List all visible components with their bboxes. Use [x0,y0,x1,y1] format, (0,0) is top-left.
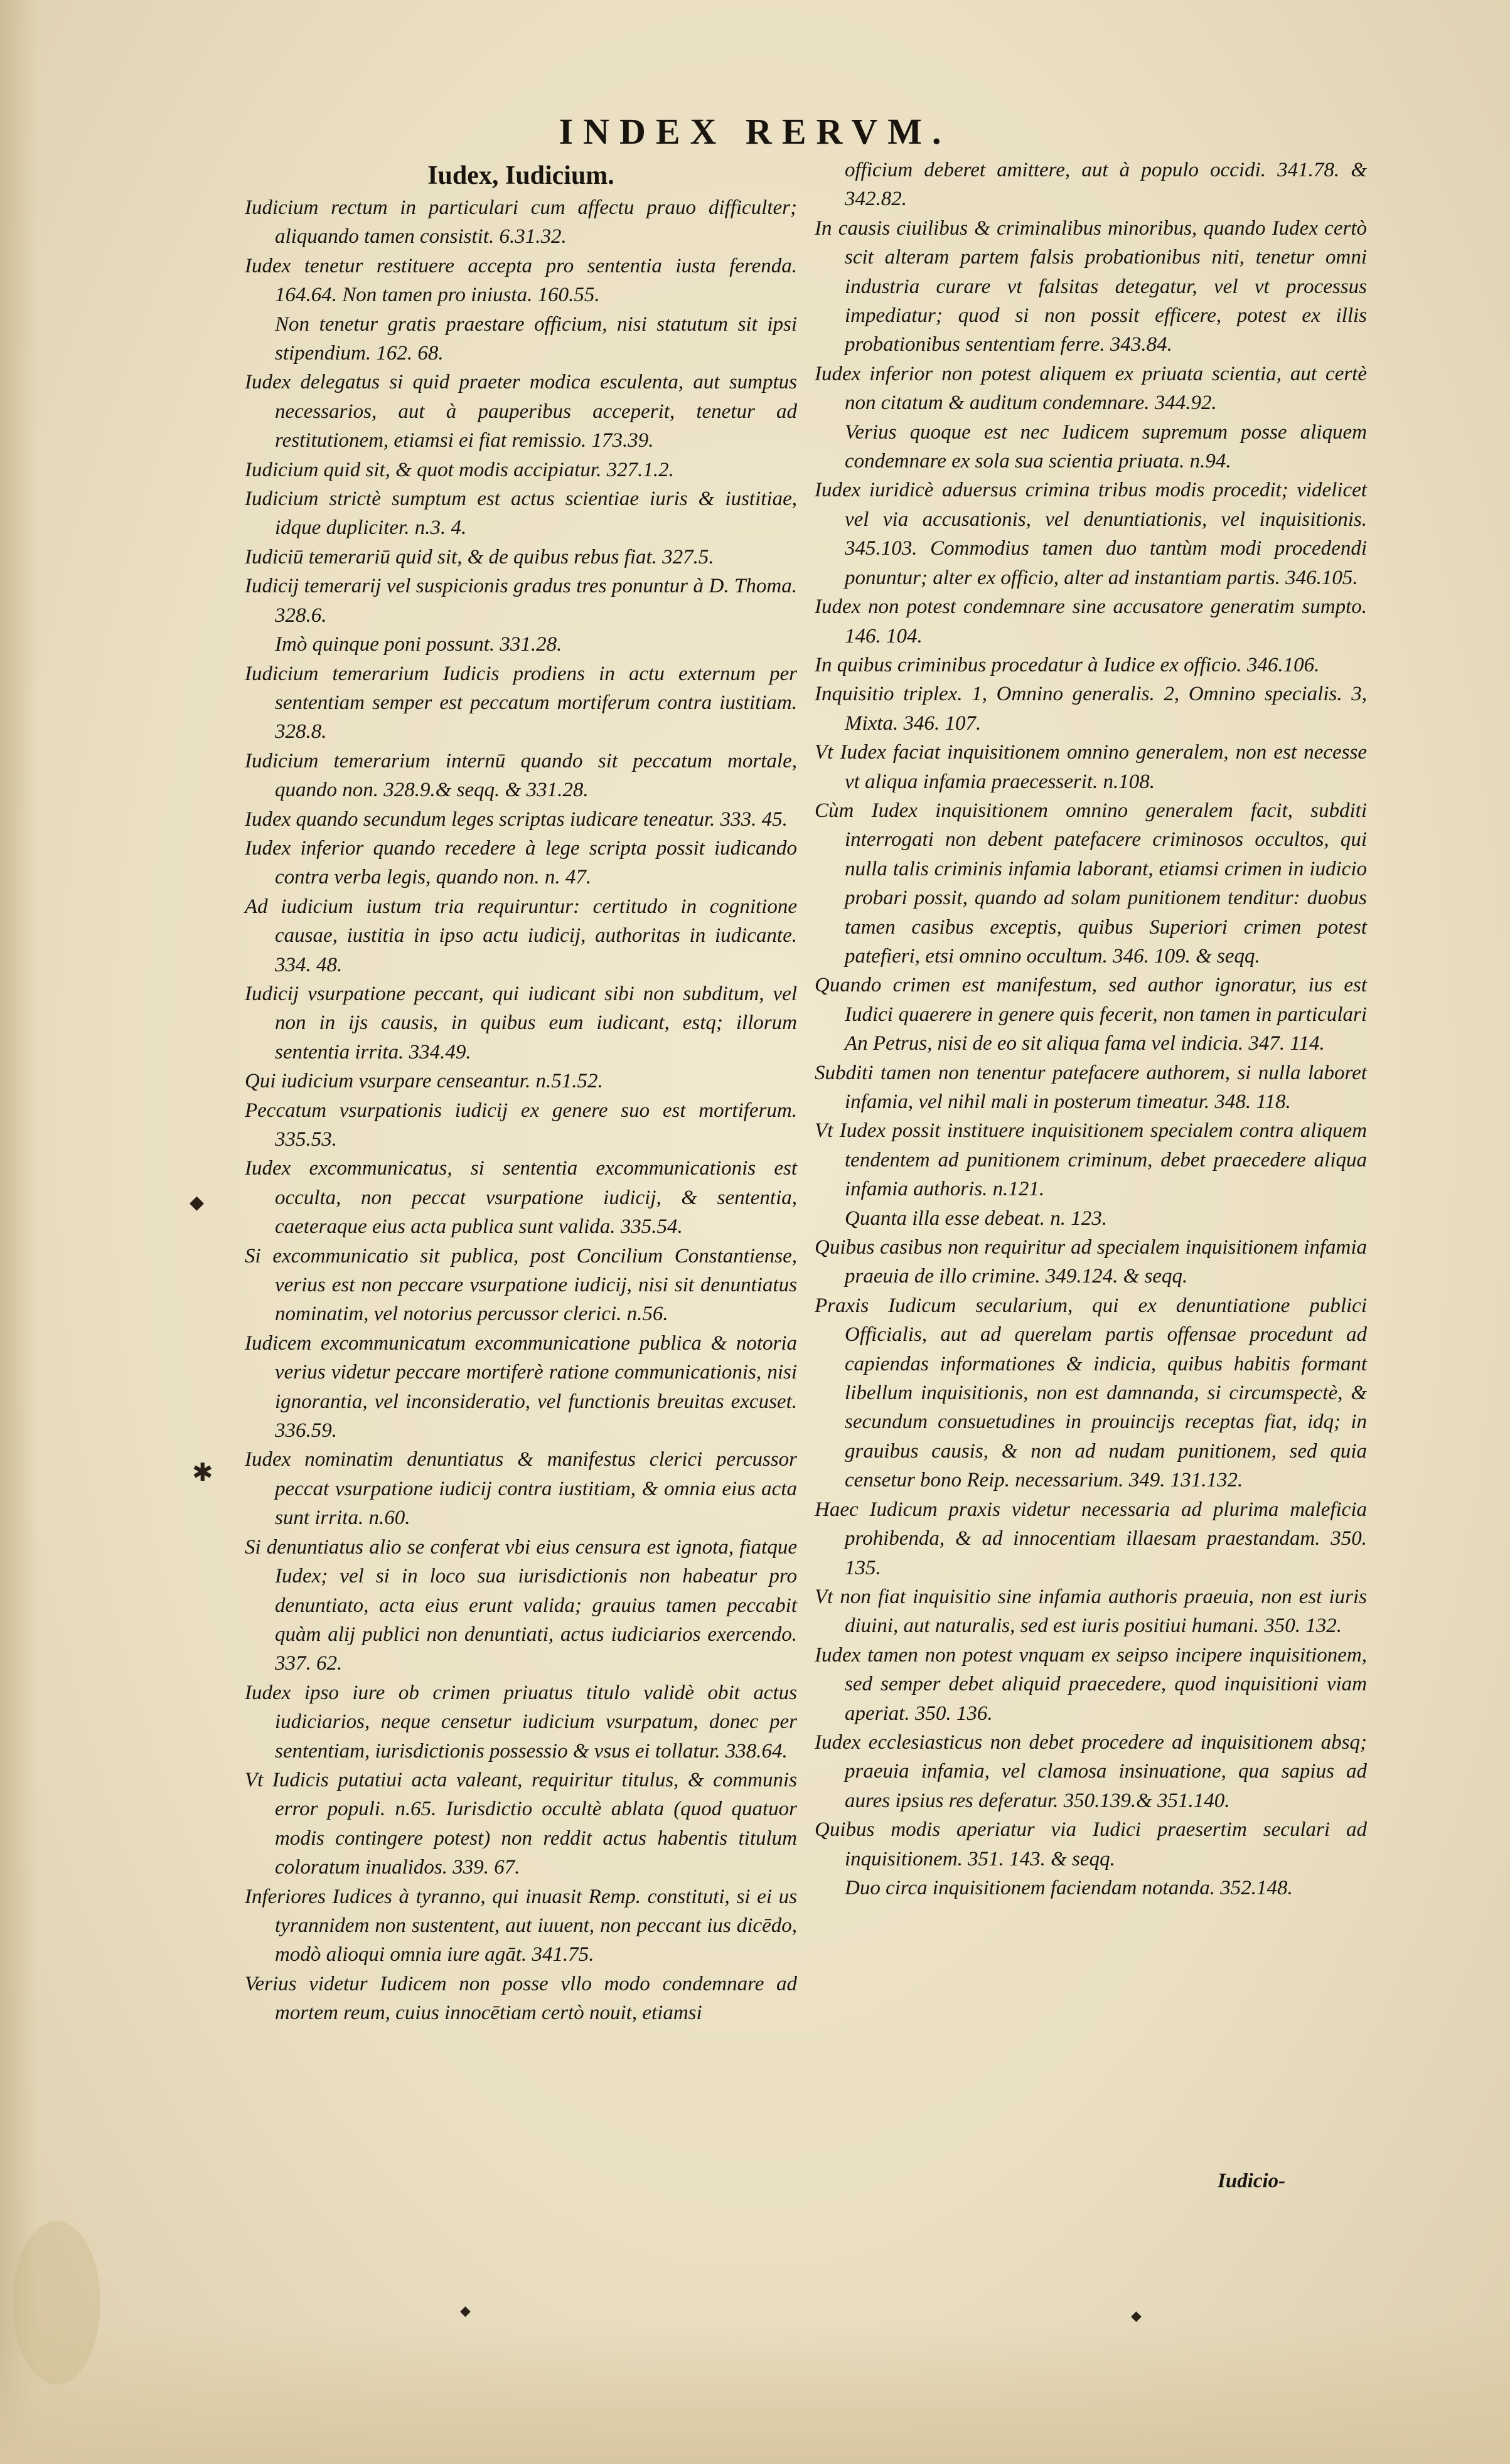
index-entry: Qui iudicium vsurpare censeantur. n.51.52. [245,1070,603,1093]
index-entry: Inferiores Iudices à tyranno, qui inuasit Remp. constituti, si ei us tyrannidem non sustentent, aut iuuent, non peccant ius dicēdo, modò alioqui omnia iure agāt. 341.75. [245,1885,797,1966]
page-header: INDEX RERVM. [559,111,951,152]
index-entry: Verius videtur Iudicem non posse vllo modo condemnare ad mortem reum, cuius innocētiam certò nouit, etiamsi [245,1972,797,2025]
index-entry: Non tenetur gratis praestare officium, nisi statutum sit ipsi stipendium. 162. 68. [275,312,797,365]
index-entry: Si denuntiatus alio se conferat vbi eius censura est ignota, fiatque Iudex; vel si in loco sua iurisdictionis non habeatur pro denuntiato, acta eius erunt valida; grauius tamen peccabit quàm alij publici non denuntiati, actus iudiciarios exercendo. 337. 62. [245,1535,797,1675]
index-entry: Quando crimen est manifestum, sed author ignoratur, ius est Iudici quaerere in genere quis fecerit, non tamen in particulari An Petrus, nisi de eo sit aliqua fama vel indicia. 347. 114. [815,974,1367,1055]
index-entry: Iudicem excommunicatum excommunicatione publica & notoria verius videtur peccare mortiferè ratione communicationis, nisi ignorantia, vel inconsideratio, vel functionis breuitas excuset. 336.59. [245,1331,797,1443]
index-entry: Duo circa inquisitionem faciendam notanda. 352.148. [845,1876,1293,1899]
index-entry: Iudex inferior quando recedere à lege scripta possit iudicando contra verba legis, quando non. n. 47. [245,836,797,889]
paper-stain [13,2221,100,2384]
left-column [245,156,797,2028]
index-entry: Vt Iudicis putatiui acta valeant, requiritur titulus, & communis error populi. n.65. Iurisdictio occultè ablata (quod quatuor modis contingere potest) non reddit actus habentis titulum coloratum inualidos. 339. 67. [245,1768,797,1879]
index-entry: Iudex nominatim denuntiatus & manifestus clerici percussor peccat vsurpatione iudicij contra iustitiam, & omnia eius acta sunt irrita. n.60. [245,1448,797,1530]
index-entry: Iudex ipso iure ob crimen priuatus titulo validè obit actus iudiciarios, neque censetur iudicium vsurpatum, donec per sententiam, iurisdictionis possessio & vsus ei tollatur. 338.64. [245,1681,797,1763]
index-entry: Iudicium strictè sumptum est actus scientiae iuris & iustitiae, idque dupliciter. n.3. 4. [245,488,797,540]
index-entry: Iudicij vsurpatione peccant, qui iudicant sibi non subditum, vel non in ijs causis, in quibus eum iudicant, estq; illorum sententia irrita. 334.49. [245,982,797,1064]
section-heading: Iudex, Iudicium. [427,161,614,190]
index-entry: Vt non fiat inquisitio sine infamia authoris praeuia, non est iuris diuini, aut naturalis, sed est iuris positiui humani. 350. 132. [815,1585,1367,1638]
index-entry: Iudex delegatus si quid praeter modica esculenta, aut sumptus necessarios, aut à pauperibus acceperit, tenetur ad restitutionem, etiamsi ei fiat remissio. 173.39. [245,371,797,452]
index-entry: Ad iudicium iustum tria requiruntur: certitudo in cognitione causae, iustitia in ipso actu iudicij, authoritas in iudicante. 334. 48. [245,895,797,976]
index-entry: Iudex excommunicatus, si sententia excommunicationis est occulta, non peccat vsurpatione iudicij, & sententia, caeteraque eius acta publica sunt valida. 335.54. [245,1157,797,1239]
index-entry: Iudex quando secundum leges scriptas iudicare teneatur. 333. 45. [245,808,788,831]
index-entry: Verius quoque est nec Iudicem supremum posse aliquem condemnare ex sola sua scientia priuata. n.94. [845,420,1367,473]
index-entry: In causis ciuilibus & criminalibus minoribus, quando Iudex certò scit alteram partem falsis probationibus niti, tenetur omni industria curare vt falsitas detegatur, vel vt processus impediatur; quod si non possit efficere, potest ex illis probationibus sententiam ferre. 343.84. [815,216,1367,356]
index-entry: Iudex tamen non potest vnquam ex seipso incipere inquisitionem, sed semper debet aliquid praecedere, quod inquisitioni viam aperiat. 350. 136. [815,1643,1367,1725]
index-entry: Peccatum vsurpationis iudicij ex genere suo est mortiferum. 335.53. [245,1099,797,1151]
bottom-mark-icon: ◆ [460,2303,471,2318]
index-entry: Iudex non potest condemnare sine accusatore generatim sumpto. 146. 104. [815,595,1367,648]
bottom-mark-icon: ◆ [1131,2308,1142,2323]
index-entry: Iudex inferior non potest aliquem ex priuata scientia, aut certè non citatum & auditum condemnare. 344.92. [815,362,1367,415]
index-entry: Iudicium quid sit, & quot modis accipiatur. 327.1.2. [245,458,674,481]
index-entry: Iudicium temerarium Iudicis prodiens in actu externum per sententiam semper est peccatum mortiferum contra iustitiam. 328.8. [245,662,797,744]
index-entry: Si excommunicatio sit publica, post Concilium Constantiense, verius est non peccare vsurpatione iudicij, nisi sit denuntiatus nominatim, vel notorius percussor clerici. n.56. [245,1244,797,1326]
index-entry: Vt Iudex faciat inquisitionem omnino generalem, non est necesse vt aliqua infamia praecesserit. n.108. [815,741,1367,793]
page-shadow-bottom [0,2326,1510,2464]
index-entry: Iudicium rectum in particulari cum affectu prauo difficulter; aliquando tamen consistit. 6.31.32. [245,196,797,248]
index-entry: Iudex ecclesiasticus non debet procedere ad inquisitionem absq; praeuia infamia, vel clamosa insinuatione, qua sapius ad aures ipsius res deferatur. 350.139.& 351.140. [815,1731,1367,1812]
index-entry: Imò quinque poni possunt. 331.28. [275,633,562,656]
index-entry: Iudiciū temerariū quid sit, & de quibus rebus fiat. 327.5. [245,545,714,568]
index-entry: Cùm Iudex inquisitionem omnino generalem facit, subditi interrogati non debent patefacere criminosos occultos, qui nulla talis criminis infamia laborant, etiamsi crimen in iudicio probari possit, quando ad solam punitionem tenditur: duobus tamen casibus exceptis, quibus Superiori crimen potest patefieri, etsi omnino occultum. 346. 109. & seqq. [815,799,1367,968]
index-entry: Iudicij temerarij vel suspicionis gradus tres ponuntur à D. Thoma. 328.6. [245,575,797,627]
index-entry: Quibus casibus non requiritur ad specialem inquisitionem infamia praeuia de illo crimine. 349.124. & seqq. [815,1236,1367,1288]
index-entry: In quibus criminibus procedatur à Iudice ex officio. 346.106. [815,653,1320,676]
left-entry-list [245,193,797,2028]
right-entry-list [815,156,1367,1902]
right-column [815,156,1367,1902]
index-entry: Subditi tamen non tenentur patefacere authorem, si nulla laboret infamia, vel nihil mali in posterum timeatur. 348. 118. [815,1061,1367,1113]
margin-mark-icon: ✱ [192,1458,213,1486]
index-entry: Iudex iuridicè aduersus crimina tribus modis procedit; videlicet vel via accusationis, vel denuntiationis, vel inquisitionis. 345.103. Commodius tamen duo tantùm modi procedendi ponuntur; alter ex officio, alter ad instantiam partis. 346.105. [815,479,1367,589]
index-entry: Inquisitio triplex. 1, Omnino generalis. 2, Omnino specialis. 3, Mixta. 346. 107. [815,683,1367,735]
index-entry: Quanta illa esse debeat. n. 123. [845,1207,1107,1230]
index-entry: Iudicium temerarium internū quando sit peccatum mortale, quando non. 328.9.& seqq. & 331.28. [245,749,797,802]
margin-mark-icon: ◆ [190,1192,205,1213]
page-shadow-left [0,0,38,2464]
index-entry: Praxis Iudicum secularium, qui ex denuntiatione publici Officialis, aut ad querelam partis offensae procedunt ad capiendas informationes & indicia, quibus habitis formant libellum inquisitionis, non est damnanda, si circumspectè, & secundum consuetudines in prouincijs receptas fiat, idq; in grauibus causis, & non ad nudam punitionem, sed quia censetur bono Reip. necessarium. 349. 131.132. [815,1294,1367,1492]
index-entry: Quibus modis aperiatur via Iudici praesertim seculari ad inquisitionem. 351. 143. & seqq. [815,1818,1367,1870]
index-entry: Haec Iudicum praxis videtur necessaria ad plurima maleficia prohibenda, & ad innocentiam illaesam praestandam. 350. 135. [815,1498,1367,1579]
index-entry: officium deberet amittere, aut à populo occidi. 341.78. & 342.82. [845,159,1367,211]
index-entry: Iudex tenetur restituere accepta pro sententia iusta ferenda. 164.64. Non tamen pro iniusta. 160.55. [245,254,797,307]
catchword: Iudicio- [1218,2170,1286,2192]
index-entry: Vt Iudex possit instituere inquisitionem specialem contra aliquem tendentem ad punitionem criminum, debet praecedere aliqua infamia authoris. n.121. [815,1119,1367,1201]
